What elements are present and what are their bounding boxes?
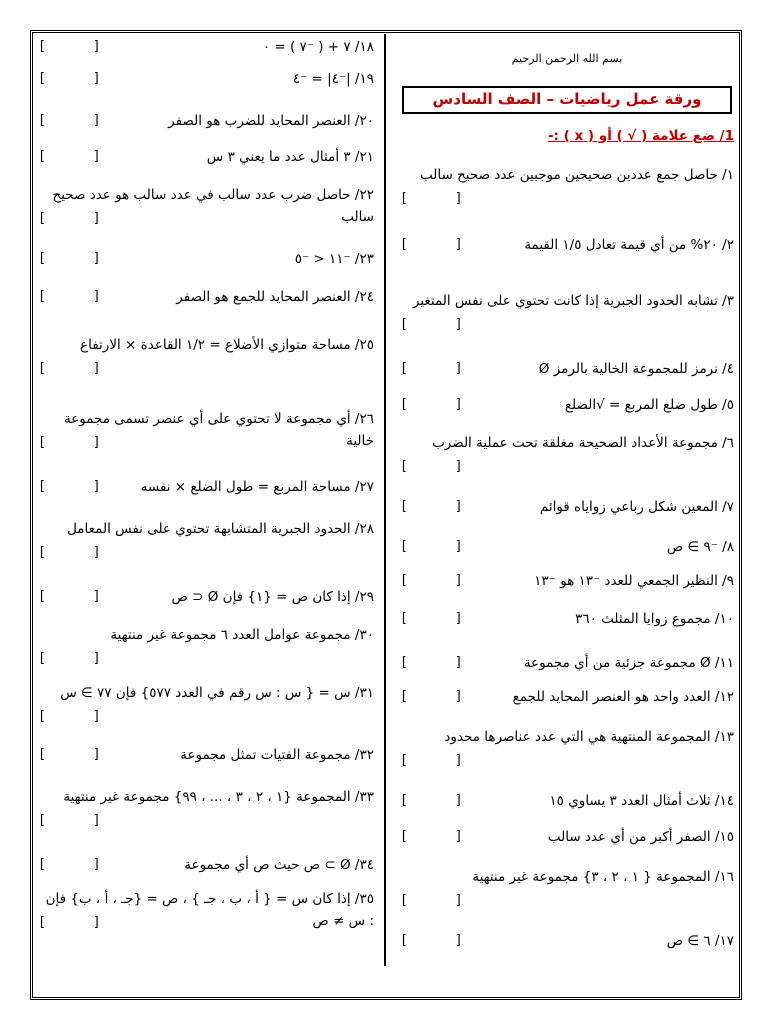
question-item: ٢٠/ العنصر المحايد للضرب هو الصفر [ ] [38,113,374,129]
question-item: ١٤/ ثلاث أمثال العدد ٣ يساوي ١٥ [ ] [400,793,734,809]
basmala: بسم الله الرحمن الرحيم [511,52,623,65]
question-item: ٢٤/ العنصر المحايد للجمع هو الصفر [ ] [38,289,374,305]
question-item: ٢٩/ إذا كان ص = {١} فإن Ø ⊂ ص [ ] [38,589,374,605]
question-item: ١٩/ |⁻٤| = ⁻٤ [ ] [38,71,374,87]
question-item: ٣١/ س = { س : س رقم في العدد ٥٧٧} فإن ٧٧ ∋ س [ ] [38,685,374,724]
question-item: ٣٣/ المجموعة {١ ، ٢ ، ٣ ، ... ، ٩٩} مجموعة غير منتهية [ ] [38,789,374,828]
question-item: ٧/ المعين شكل رباعي زواياه قوائم [ ] [400,499,734,515]
question-item: ١٢/ العدد واحد هو العنصر المحايد للجمع [ ] [400,689,734,705]
question-item: ٤/ نرمز للمجموعة الخالية بالرمز Ø [ ] [400,361,734,377]
question-item: ١٣/ المجموعة المنتهية هي التي عدد عناصرها محدود [ ] [400,729,734,768]
question-item: ٢٧/ مساحة المربع = طول الضلع × نفسه [ ] [38,479,374,495]
column-divider [384,34,386,966]
question-item: ١٥/ الصفر أكبر من أي عدد سالب [ ] [400,829,734,845]
question-item: ١٦/ المجموعة { ١ ، ٢ ، ٣} مجموعة غير منتهية [ ] [400,869,734,908]
question-item: ٥/ طول ضلع المربع = √الضلع [ ] [400,397,734,413]
question-item: ١٧/ ٦ ∋ ص [ ] [400,933,734,949]
question-item: ٨/ ⁻٩ ∋ ص [ ] [400,539,734,555]
question-item: ٢٨/ الحدود الجبرية المتشابهة تحتوي على نفس المعامل [ ] [38,521,374,560]
question-item: ٣٥/ إذا كان س = { أ ، ب ، جـ } ، ص = {جـ ، أ ، ب} فإن : س ≠ ص [ ] [38,891,374,930]
question-item: ١/ حاصل جمع عددين صحيحين موجبين عدد صحيح سالب [ ] [400,167,734,206]
question-item: ٣/ تشابه الحدود الجبرية إذا كانت تحتوي على نفس المتغير [ ] [400,293,734,332]
question-item: ٢٣/ ⁻١١ < ⁻٥ [ ] [38,251,374,267]
question-item: ٣٢/ مجموعة الفتيات تمثل مجموعة [ ] [38,747,374,763]
question-item: ٣٤/ Ø ⊃ ص حيث ص أي مجموعة [ ] [38,857,374,873]
question-item: ٢/ ٢٠% من أي قيمة تعادل ١/٥ القيمة [ ] [400,237,734,253]
question-item: ٢٥/ مساحة متوازي الأضلاع = ١/٢ القاعدة × الارتفاع [ ] [38,337,374,376]
question-item: ١٨/ ٧ + ( ⁻٧ ) = ٠ [ ] [38,39,374,55]
worksheet-title: ورقة عمل رياضيات – الصف السادس [402,86,732,114]
question-item: ٢١/ ٣ أمثال عدد ما يعني ٣ س [ ] [38,149,374,165]
question-item: ٦/ مجموعة الأعداد الصحيحة مغلقة تحت عملية الضرب [ ] [400,435,734,474]
question-item: ١٠/ مجموع زوايا المثلث ٣٦٠ [ ] [400,611,734,627]
question-item: ٣٠/ مجموعة عوامل العدد ٦ مجموعة غير منتهية [ ] [38,627,374,666]
question-item: ٢٦/ أي مجموعة لا تحتوي على أي عنصر تسمى مجموعة خالية [ ] [38,411,374,450]
question-item: ١١/ Ø مجموعة جزئية من أي مجموعة [ ] [400,655,734,671]
question-1-instruction: 1/ ضع علامة ( √ ) أو ( x ) :- [547,128,734,144]
question-item: ٩/ النظير الجمعي للعدد ⁻١٣ هو ⁻١٣ [ ] [400,573,734,589]
question-item: ٢٢/ حاصل ضرب عدد سالب في عدد سالب هو عدد صحيح سالب [ ] [38,187,374,226]
